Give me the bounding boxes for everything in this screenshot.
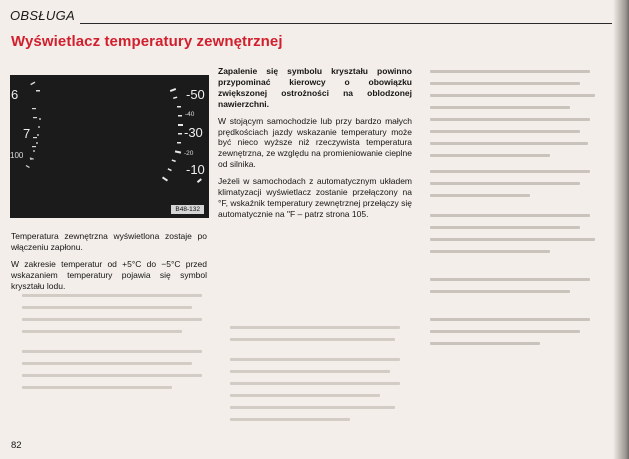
temperature-display-figure	[10, 75, 209, 218]
caption-paragraph: W zakresie temperatur od +5°C do −5°C przed wskazaniem temperatury pojawia się symbol kryształu lodu.	[11, 258, 207, 291]
caption-paragraph: Temperatura zewnętrzna wyświetlona zostaje po włączeniu zapłonu.	[11, 231, 207, 252]
header-rule	[80, 23, 612, 24]
figure-caption	[11, 231, 207, 298]
page-title: Wyświetlacz temperatury zewnętrznej	[11, 33, 283, 50]
scale-label-30: -30	[184, 125, 203, 140]
scale-label-10: -10	[186, 162, 205, 177]
page-header	[10, 6, 612, 28]
warning-paragraph: Zapalenie się symbolu kryształu powinno przypominać kierowcy o obowiązku zwiększonej ostrożności na oblodzonej nawierzchni.	[218, 66, 412, 109]
scale-label-50: -50	[186, 87, 205, 102]
page-number: 82	[11, 440, 22, 451]
body-paragraph: Jeżeli w samochodach z automatycznym układem klimatyzacji wyświetlacz zostanie przełączony na °F, wskaźnik temperatury zewnętrznej przełączy się automatycznie na "F – patrz strona 105.	[218, 176, 412, 219]
left-label-7: 7	[23, 126, 31, 141]
gauge-illustration	[10, 75, 209, 218]
page-edge-shadow	[613, 0, 629, 459]
left-label-100: 100	[10, 151, 24, 160]
body-column	[218, 66, 412, 226]
figure-label: B48-132	[171, 205, 204, 214]
body-paragraph: W stojącym samochodzie lub przy bardzo małych prędkościach jazdy wskazanie temperatury może być nieco wyższe niż rzeczywista temperatura zewnętrzna, ze względu na promieniowanie cieplne od silnika.	[218, 115, 412, 170]
scale-label-20: -20	[184, 150, 194, 157]
section-label: OBSŁUGA	[10, 8, 75, 23]
left-label-6: 6	[11, 87, 19, 102]
scale-label-40: -40	[185, 111, 195, 118]
